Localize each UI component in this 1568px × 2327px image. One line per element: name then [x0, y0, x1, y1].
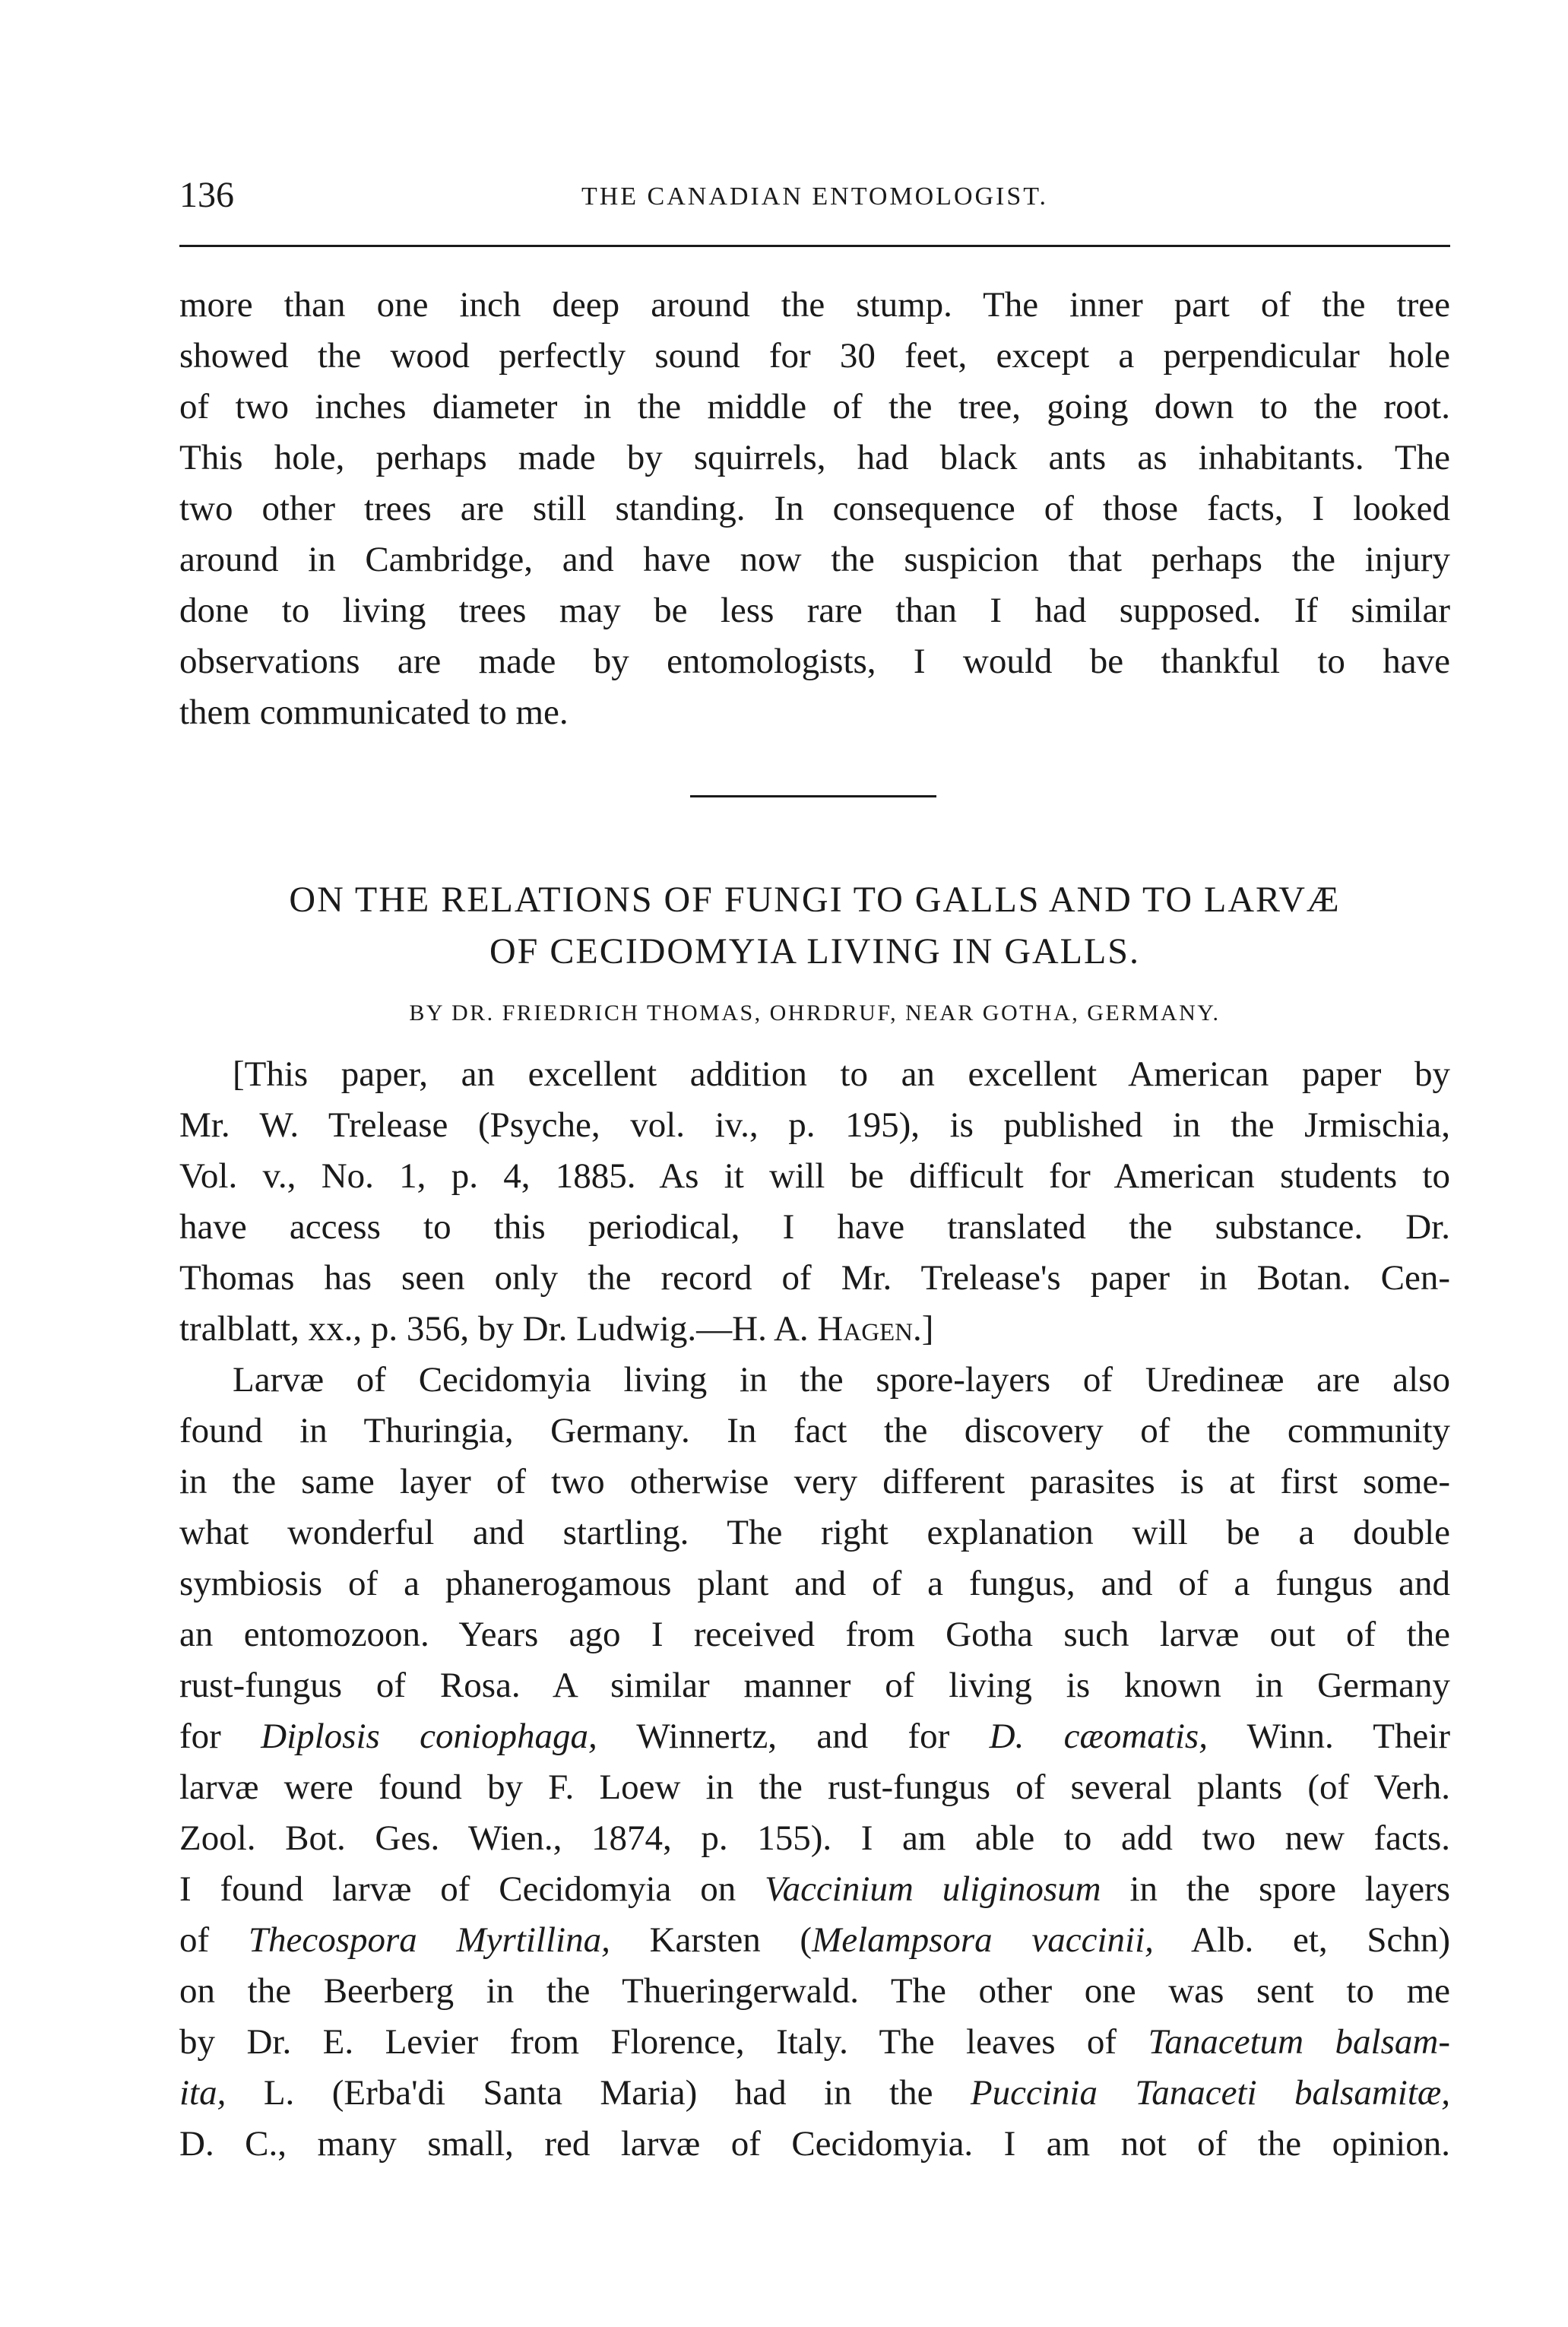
text-run: Karsten ( [610, 1920, 813, 1960]
title-line: ON THE RELATIONS OF FUNGI TO GALLS AND TO LARVÆ [289, 880, 1341, 920]
text-run: L. (Erba'di Santa Maria) had in the [226, 2073, 971, 2113]
text-run: in the spore layers [1101, 1869, 1450, 1909]
text-line: Vol. v., No. 1, p. 4, 1885. As it will be difficult for American students to [179, 1156, 1450, 1196]
text-line: rust-fungus of Rosa. A similar manner of living is known in Germany [179, 1666, 1450, 1705]
text-line: [This paper, an excellent addition to an excellent American paper by [233, 1054, 1450, 1094]
text-line: more than one inch deep around the stump. The inner part of the tree [179, 285, 1450, 325]
section-divider [690, 795, 936, 797]
text-line: Mr. W. Trelease (Psyche, vol. iv., p. 195), is published in the Jrmischia, [179, 1105, 1450, 1145]
species-name: Thecospora Myrtillina, [248, 1920, 610, 1960]
article-body [179, 1049, 1450, 2170]
species-name: Vaccinium uliginosum [765, 1869, 1101, 1909]
species-name: D. cæomatis, [989, 1717, 1208, 1756]
text-line: of two inches diameter in the middle of the tree, going down to the root. [179, 387, 1450, 426]
text-line: larvæ were found by F. Loew in the rust-fungus of several plants (of Verh. [179, 1767, 1450, 1807]
text-line: two other trees are still standing. In consequence of those facts, I looked [179, 489, 1450, 528]
article-byline: BY DR. FRIEDRICH THOMAS, OHRDRUF, NEAR GOTHA, GERMANY. [409, 1000, 1221, 1026]
text-line: observations are made by entomologists, I would be thankful to have [179, 642, 1450, 681]
text-line: around in Cambridge, and have now the suspicion that perhaps the injury [179, 540, 1450, 579]
text-line: showed the wood perfectly sound for 30 feet, except a perpendicular hole [179, 336, 1450, 376]
text-run: of [179, 1920, 249, 1960]
text-line: them communicated to me. [179, 693, 569, 732]
title-line: OF CECIDOMYIA LIVING IN GALLS. [489, 931, 1140, 972]
text-run: by Dr. E. Levier from Florence, Italy. The leaves of [179, 2022, 1148, 2062]
page-header [179, 169, 1450, 222]
text-line: This hole, perhaps made by squirrels, had black ants as inhabitants. The [179, 438, 1450, 477]
text-line: in the same layer of two otherwise very different parasites is at first some- [179, 1462, 1450, 1501]
text-line: an entomozoon. Years ago I received from Gotha such larvæ out of the [179, 1615, 1450, 1654]
text-run: Winnertz, and for [597, 1717, 990, 1756]
species-name: Melampsora vaccinii, [812, 1920, 1154, 1960]
species-name: Tanacetum balsam- [1148, 2022, 1450, 2062]
text-run: tralblatt, xx., p. 356, by Dr. Ludwig.—H. A. [179, 1309, 818, 1349]
text-line [179, 2068, 1450, 2119]
text-line: what wonderful and startling. The right explanation will be a double [179, 1513, 1450, 1552]
text-line: Larvæ of Cecidomyia living in the spore-layers of Uredineæ are also [233, 1360, 1450, 1400]
text-run: for [179, 1717, 261, 1756]
text-line [179, 1864, 1450, 1915]
text-line [179, 1915, 1450, 1966]
author-signature: Hagen. [817, 1309, 922, 1349]
text-line: on the Beerberg in the Thueringerwald. The other one was sent to me [179, 1971, 1450, 2011]
text-line: done to living trees may be less rare than I had supposed. If similar [179, 591, 1450, 630]
text-run: Winn. Their [1207, 1717, 1450, 1756]
header-rule [179, 245, 1450, 247]
page-number: 136 [179, 175, 234, 215]
species-name: Puccinia Tanaceti balsamitæ, [970, 2073, 1450, 2113]
species-name: ita, [179, 2073, 226, 2113]
species-name: Diplosis coniophaga, [261, 1717, 597, 1756]
text-line: have access to this periodical, I have translated the substance. Dr. [179, 1207, 1450, 1247]
text-line [179, 1304, 1450, 1355]
text-line [179, 2017, 1450, 2068]
text-line: found in Thuringia, Germany. In fact the discovery of the community [179, 1411, 1450, 1450]
text-line: symbiosis of a phanerogamous plant and of a fungus, and of a fungus and [179, 1564, 1450, 1603]
text-line: Thomas has seen only the record of Mr. Trelease's paper in Botan. Cen- [179, 1258, 1450, 1298]
running-head: THE CANADIAN ENTOMOLOGIST. [581, 182, 1049, 211]
text-line: Zool. Bot. Ges. Wien., 1874, p. 155). I am able to add two new facts. [179, 1818, 1450, 1858]
continuation-paragraph [179, 280, 1450, 738]
text-line [179, 1711, 1450, 1762]
text-run: ] [921, 1309, 934, 1349]
text-run: I found larvæ of Cecidomyia on [179, 1869, 765, 1909]
article-title [179, 874, 1450, 978]
text-run: Alb. et, Schn) [1153, 1920, 1450, 1960]
text-line: D. C., many small, red larvæ of Cecidomyia. I am not of the opinion. [179, 2124, 1450, 2164]
